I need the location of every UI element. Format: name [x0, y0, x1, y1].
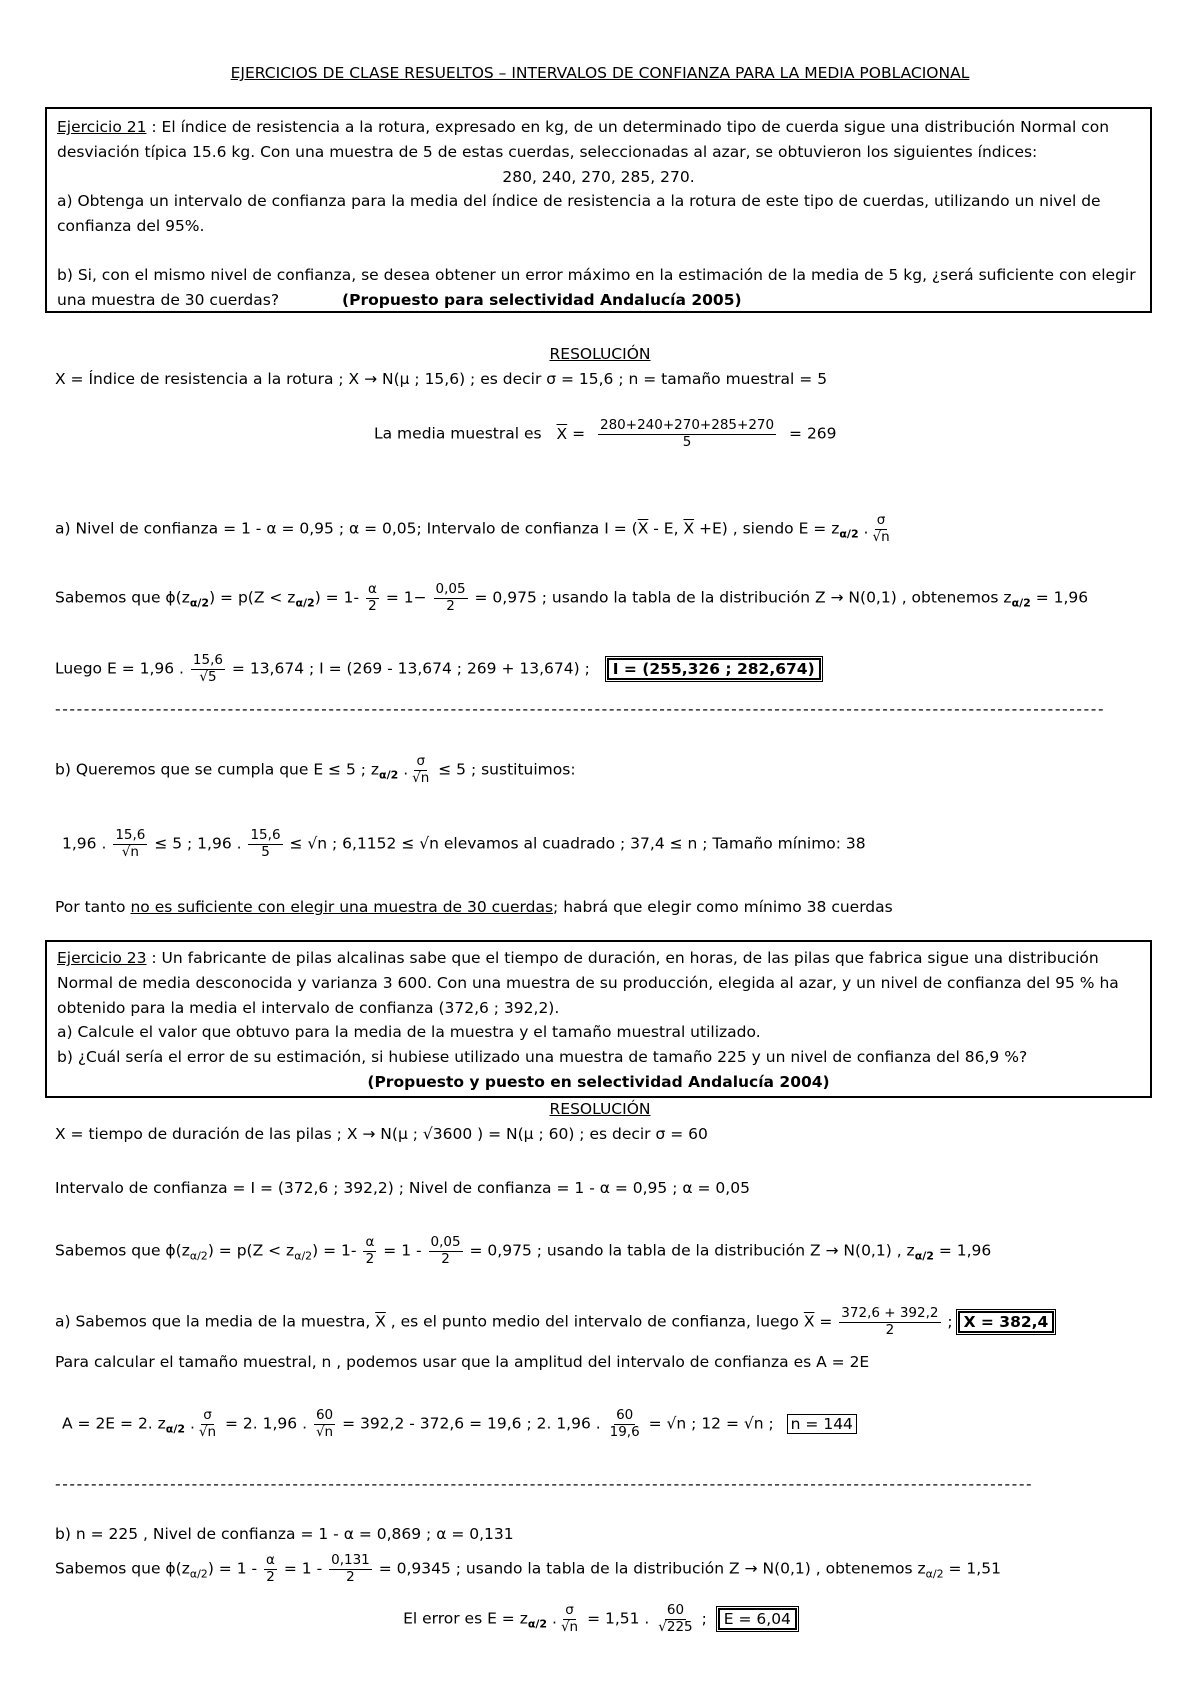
exercise-21-data: 280, 240, 270, 285, 270.	[502, 167, 695, 186]
phi-calculation-3: Sabemos que $\phi(z_{\alpha/2}) = 1$ - $\frac{\alpha}{2}$ = 1 - $\frac{0,131}{2}$ = 0,9345 ; usando la tabla de la distribución Z → N(0,1) , obtenemos $z_{\alpha/2} = 1,51$	[55, 1552, 1001, 1585]
sample-size-calculation: A = 2E = 2. $z_{\alpha/2}$ . $\frac{\sigma}{√n}$ = 2. 1,96 . $\frac{60}{√n}$ = 392,2 - 372,6 = 19,6 ; 2. 1,96 . $\frac{60}{19,6}$ = √n ; 12 = √n ; n = 144	[62, 1408, 857, 1440]
exercise-21-statement: Ejercicio 21 : El índice de resistencia a la rotura, expresado en kg, de un determinado tipo de cuerda sigue una distribución Normal con desviación típica 15.6 kg. Con una muestra de 5 de estas cuerdas, seleccionadas al azar, se obtuvieron los siguientes índices:	[57, 118, 1110, 161]
result-error-box: E = 6,04	[718, 1608, 797, 1630]
sample-mean-formula: La media muestral es $\overline{X}$ = $\frac{280+240+270+285+270}{5}$ = 269	[374, 417, 837, 450]
exercise-23-source: (Propuesto y puesto en selectividad Andalucía 2004)	[367, 1072, 830, 1091]
separator-2: ----------------------------------------------------------------------------------------------------------------------------------------	[55, 1475, 1034, 1493]
x-bar: $\overline{X}$	[556, 424, 568, 443]
sample-mean-2: a) Sabemos que la media de la muestra, $\overline{X}$ , es el punto medio del intervalo de confianza, luego $\overline{X}$ = $\frac{372,6 + 392,2}{2}$ ; X = 382,4	[55, 1306, 1054, 1338]
resolution-2-interval: Intervalo de confianza = I = (372,6 ; 392,2) ; Nivel de confianza = 1 - α = 0,95 ; α = 0,05	[55, 1179, 750, 1197]
error-calculation-2: El error es $E = z_{\alpha/2}$ . $\frac{\sigma}{√n}$ = 1,51 . $\frac{60}{√225}$ ; E = 6,04	[0, 1603, 1200, 1635]
resolution-1-heading: RESOLUCIÓN	[549, 345, 651, 363]
part-b-2-line: b) n = 225 , Nivel de confianza = 1 - α = 0,869 ; α = 0,131	[55, 1525, 514, 1543]
exercise-21-part-b: b) Si, con el mismo nivel de confianza, se desea obtener un error máximo en la estimación de la media de 5 kg, ¿será suficiente con elegir una muestra de 30 cuerdas? (Propuesto para selectividad Andalucía 2005)	[57, 265, 1136, 309]
amplitude-line: Para calcular el tamaño muestral, n , podemos usar que la amplitud del intervalo de confianza es A = 2E	[55, 1353, 870, 1371]
resolution-2-heading: RESOLUCIÓN	[549, 1100, 651, 1118]
exercise-23-part-a: a) Calcule el valor que obtuvo para la media de la muestra y el tamaño muestral utilizado.	[57, 1023, 761, 1042]
conclusion-1: Por tanto no es suficiente con elegir una muestra de 30 cuerdas; habrá que elegir como mínimo 38 cuerdas	[55, 898, 893, 916]
separator-1: --------------------------------------------------------------------------------------------------------------------------------------------------	[55, 700, 1106, 718]
exercise-23-statement: Ejercicio 23 : Un fabricante de pilas alcalinas sabe que el tiempo de duración, en horas, de las pilas que fabrica sigue una distribución Normal de media desconocida y varianza 3 600. Con una muestra de su producción, elegida al azar, y un nivel de confianza del 95 % ha obtenido para la media el intervalo de confianza (372,6 ; 392,2).	[57, 949, 1119, 1017]
exercise-21-source: (Propuesto para selectividad Andalucía 2005)	[342, 290, 742, 309]
error-calculation-1: Luego E = 1,96 . $\frac{15,6}{√5}$ = 13,674 ; I = (269 - 13,674 ; 269 + 13,674) ; I = (255,326 ; 282,674)	[55, 653, 821, 685]
page-title: EJERCICIOS DE CLASE RESUELTOS – INTERVALOS DE CONFIANZA PARA LA MEDIA POBLACIONAL	[230, 64, 970, 82]
resolution-1-definition: X = Índice de resistencia a la rotura ; X → N(μ ; 15,6) ; es decir σ = 15,6 ; n = tamaño muestral = 5	[55, 370, 828, 388]
phi-calculation-1: Sabemos que $\phi(z_{\alpha/2}) = p(Z < z_{\alpha/2}) = 1-$ $\frac{\alpha}{2}$ = 1− $\frac{0,05}{2}$ = 0,975 ; usando la tabla de la distribución Z → N(0,1) , obtenemos $z_{\alpha/2} = 1,96$	[55, 581, 1089, 614]
result-n-box: n = 144	[787, 1414, 857, 1434]
exercise-23-label: Ejercicio 23	[57, 949, 147, 967]
exercise-23-box	[45, 940, 1152, 1098]
result-mean-box: X = 382,4	[958, 1311, 1055, 1333]
phi-calculation-2: Sabemos que $\phi(z_{\alpha/2}) = p(Z < z_{\alpha/2}) = 1-$ $\frac{\alpha}{2}$ = 1 - $\frac{0,05}{2}$ = 0,975 ; usando la tabla de la distribución Z → N(0,1) , $z_{\alpha/2} = 1,96$	[55, 1234, 992, 1267]
part-b-condition: b) Queremos que se cumpla que E ≤ 5 ; $z_{\alpha/2}$ . $\frac{\sigma}{√n}$ ≤ 5 ; sustituimos:	[55, 753, 576, 786]
resolution-2-definition: X = tiempo de duración de las pilas ; X → N(μ ; √3600 ) = N(μ ; 60) ; es decir σ = 60	[55, 1125, 708, 1143]
exercise-21-box	[45, 107, 1152, 313]
mean-fraction: $\frac{280+240+270+285+270}{5}$	[600, 417, 775, 450]
exercise-21-label: Ejercicio 21	[57, 118, 147, 136]
exercise-23-part-b: b) ¿Cuál sería el error de su estimación, si hubiese utilizado una muestra de tamaño 225 y un nivel de confianza del 86,9 %?	[57, 1048, 1028, 1067]
confidence-interval-line: a) Nivel de confianza = 1 - α = 0,95 ; α = 0,05; Intervalo de confianza $I = (\overline{X} - E$, $\overline{X} +E$) , siendo $E = z_{\alpha/2}$ . $\frac{\sigma}{√n}$	[55, 512, 890, 545]
exercise-21-part-a: a) Obtenga un intervalo de confianza para la media del índice de resistencia a la rotura de este tipo de cuerdas, utilizando un nivel de confianza del 95%.	[57, 192, 1101, 236]
result-interval-box: I = (255,326 ; 282,674)	[607, 658, 821, 680]
part-b-calculation: 1,96 . $\frac{15,6}{√n}$ ≤ 5 ; 1,96 . $\frac{15,6}{5}$ ≤ √n ; 6,1152 ≤ √n elevamos al cuadrado ; 37,4 ≤ n ; Tamaño mínimo: 38	[62, 827, 866, 860]
